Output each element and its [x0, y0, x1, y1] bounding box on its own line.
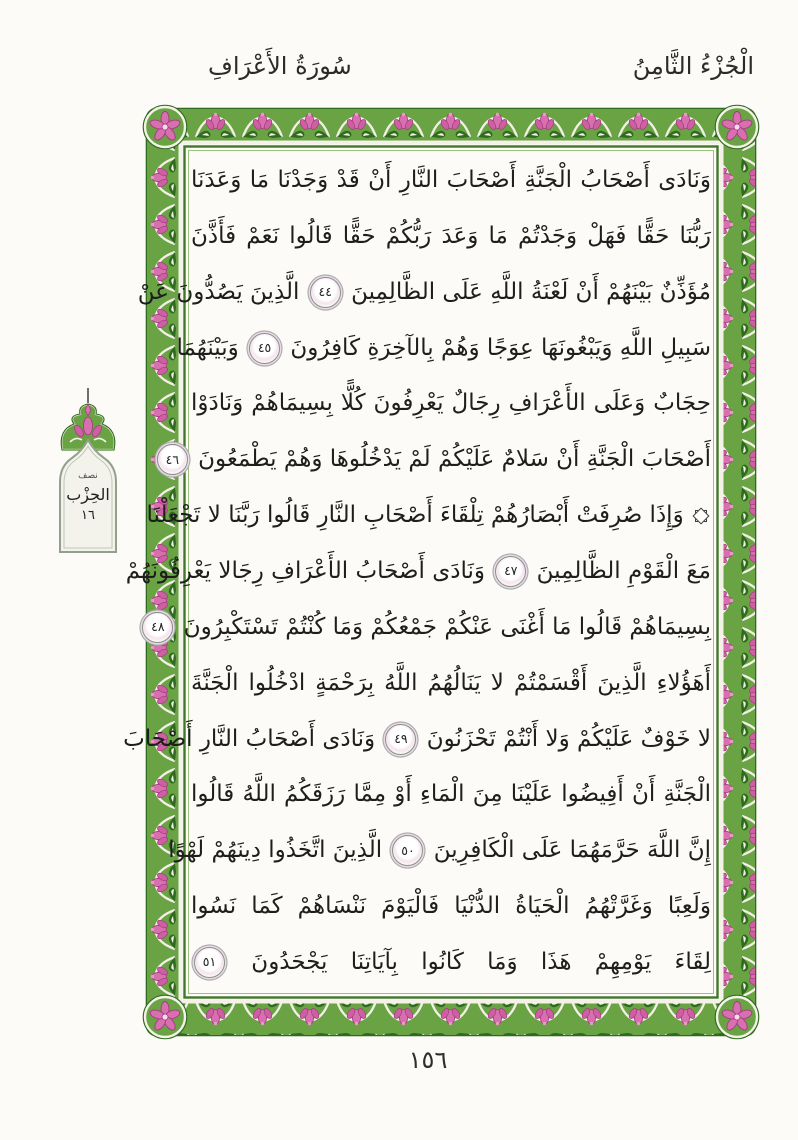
verse-text: مَعَ الْقَوْمِ الظَّالِمِينَ	[536, 558, 711, 585]
verse-text: الَّذِينَ اتَّخَذُوا دِينَهُمْ لَهْوًا	[168, 837, 383, 864]
quran-line	[151, 600, 711, 656]
quran-line	[168, 823, 711, 879]
verse-number-medallion	[310, 277, 341, 308]
verse-text: مُؤَذِّنٌ بَيْنَهُمْ أَنْ لَعْنَةُ اللَّهِ عَلَى الظَّالِمِينَ	[351, 278, 711, 305]
verse-text: لا خَوْفٌ عَلَيْكُمْ وَلا أَنْتُمْ تَحْزَنُونَ	[426, 725, 711, 752]
quran-line	[191, 656, 711, 712]
verse-text: وَبَيْنَهُمَا	[176, 334, 239, 361]
quran-line	[146, 488, 711, 544]
page-number: ١٥٦	[408, 1046, 448, 1074]
verse-number-medallion	[142, 612, 173, 643]
quran-line	[191, 879, 711, 935]
hizb-start-icon	[695, 510, 707, 522]
verse-text: رَبُّنَا حَقًّا فَهَلْ وَجَدْتُمْ مَا وَعَدَ رَبُّكُمْ حَقًّا قَالُوا نَعَمْ فَأَذَّنَ	[191, 222, 711, 249]
page-frame	[123, 107, 757, 1037]
quran-line	[191, 209, 711, 265]
verse-number: ٤٦	[165, 451, 180, 467]
juz-header: الْجُزْءُ الثَّامِنُ	[632, 52, 754, 80]
surah-header: سُورَةُ الأَعْرَافِ	[208, 52, 352, 80]
quran-line	[191, 376, 711, 432]
verse-number: ٤٤	[318, 283, 332, 299]
verse-text: أَصْحَابَ الْجَنَّةِ أَنْ سَلامٌ عَلَيْكُمْ لَمْ يَدْخُلُوهَا وَهُمْ يَطْمَعُونَ	[198, 446, 711, 473]
quran-line	[165, 432, 711, 488]
verse-number-medallion	[157, 444, 188, 475]
quran-line	[176, 321, 711, 377]
hizb-marker	[48, 386, 128, 556]
verse-text: وَنَادَى أَصْحَابُ النَّارِ أَصْحَابَ	[123, 725, 376, 752]
verse-text: وَلَعِبًا وَغَرَّتْهُمُ الْحَيَاةُ الدُّنْيَا فَالْيَوْمَ نَنْسَاهُمْ كَمَا نَسُوا	[191, 893, 711, 920]
quran-line	[191, 935, 711, 991]
verse-text: لِقَاءَ يَوْمِهِمْ هَذَا وَمَا كَانُوا بِآيَاتِنَا يَجْحَدُونَ	[251, 949, 711, 976]
verse-number-medallion	[392, 835, 423, 866]
quran-line	[137, 265, 711, 321]
verse-text: وَإِذَا صُرِفَتْ أَبْصَارُهُمْ تِلْقَاءَ أَصْحَابِ النَّارِ قَالُوا رَبَّنَا لا تَجْعَلْنَا	[146, 502, 684, 529]
quran-line	[123, 712, 711, 768]
verse-text: أَهَؤُلاءِ الَّذِينَ أَقْسَمْتُمْ لا يَنَالُهُمُ اللَّهُ بِرَحْمَةٍ ادْخُلُوا الْجَنَّةَ	[191, 669, 711, 696]
verse-text: إِنَّ اللَّهَ حَرَّمَهُمَا عَلَى الْكَافِرِينَ	[433, 837, 711, 864]
verse-number: ٥٠	[401, 842, 415, 858]
verse-number: ٤٩	[394, 730, 408, 746]
verse-text: وَنَادَى أَصْحَابُ الأَعْرَافِ رِجَالا يَعْرِفُونَهُمْ	[125, 558, 485, 585]
verse-text: حِجَابٌ وَعَلَى الأَعْرَافِ رِجَالٌ يَعْرِفُونَ كُلًّا بِسِيمَاهُمْ وَنَادَوْا	[191, 390, 711, 417]
verse-number: ٥١	[202, 954, 217, 970]
quran-text-block	[123, 153, 711, 991]
hizb-marker-text	[58, 470, 118, 525]
verse-number: ٤٨	[151, 619, 165, 635]
hizb-label: الحِزْب	[66, 485, 110, 504]
quran-line	[191, 767, 711, 823]
quran-line	[125, 544, 711, 600]
quran-line	[191, 153, 711, 209]
verse-text: الَّذِينَ يَصُدُّونَ عَنْ	[137, 278, 300, 305]
verse-text: سَبِيلِ اللَّهِ وَيَبْغُونَهَا عِوَجًا وَهُمْ بِالآخِرَةِ كَافِرُونَ	[290, 334, 711, 361]
verse-text: وَنَادَى أَصْحَابُ الْجَنَّةِ أَصْحَابَ النَّارِ أَنْ قَدْ وَجَدْنَا مَا وَعَدَنَا	[191, 167, 711, 193]
verse-text: الْجَنَّةِ أَنْ أَفِيضُوا عَلَيْنَا مِنَ الْمَاءِ أَوْ مِمَّا رَزَقَكُمُ اللَّهُ قَالُوا	[191, 781, 711, 808]
verse-number-medallion	[385, 724, 416, 755]
verse-number-medallion	[249, 333, 280, 364]
verse-number-medallion	[194, 947, 225, 978]
hizb-number: ١٦	[81, 508, 95, 523]
verse-number-medallion	[495, 556, 526, 587]
hizb-half-label: نصف	[78, 471, 98, 481]
verse-number: ٤٧	[504, 563, 518, 579]
verse-number: ٤٥	[257, 339, 272, 355]
verse-text: بِسِيمَاهُمْ قَالُوا مَا أَغْنَى عَنْكُمْ جَمْعُكُمْ وَمَا كُنْتُمْ تَسْتَكْبِرُونَ	[183, 613, 711, 640]
